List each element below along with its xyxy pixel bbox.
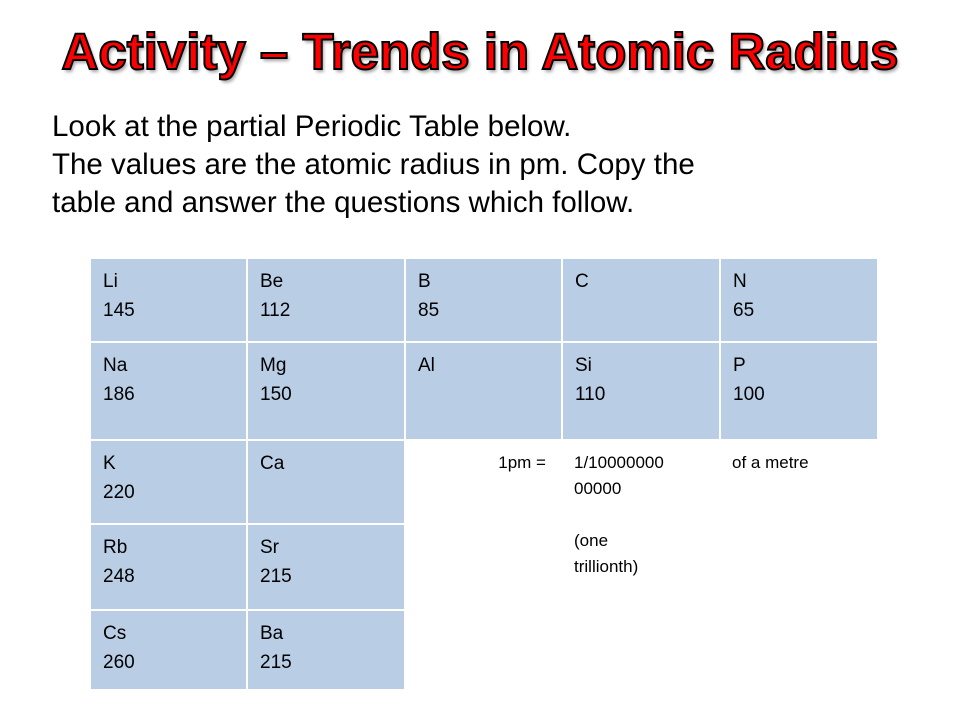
element-cell-ca	[247, 440, 405, 524]
element-cell-n	[720, 258, 878, 342]
element-radius: 248	[103, 566, 135, 587]
element-symbol: Cs	[103, 623, 127, 644]
intro-line-1: Look at the partial Periodic Table below.	[52, 110, 572, 143]
table-row	[90, 258, 878, 342]
unit-note-paren-line-2: trillionth)	[574, 557, 639, 576]
empty-cell	[720, 524, 878, 610]
unit-note-label-text: 1pm =	[498, 453, 546, 472]
table-row	[90, 440, 878, 524]
element-symbol: Li	[103, 271, 118, 292]
element-cell-c	[562, 258, 720, 342]
unit-note-fraction	[562, 440, 720, 610]
element-radius: 150	[260, 384, 292, 405]
intro-line-3: table and answer the questions which follow.	[52, 186, 635, 219]
element-symbol: K	[103, 453, 116, 474]
element-symbol: Na	[103, 355, 128, 376]
element-cell-na	[90, 342, 247, 440]
element-symbol: Rb	[103, 537, 128, 558]
element-radius: 110	[575, 384, 606, 405]
element-radius: 186	[103, 384, 135, 405]
empty-cell	[405, 610, 562, 690]
element-symbol: Si	[575, 355, 592, 376]
element-radius: 145	[103, 300, 135, 321]
element-radius: 215	[260, 566, 292, 587]
element-symbol: Ba	[260, 623, 284, 644]
table-row	[90, 342, 878, 440]
unit-note-label	[405, 440, 562, 524]
element-cell-p	[720, 342, 878, 440]
element-symbol: C	[575, 271, 589, 292]
empty-cell	[720, 610, 878, 690]
empty-cell	[562, 610, 720, 690]
element-symbol: N	[733, 271, 747, 292]
table-row	[90, 524, 878, 610]
element-radius: 220	[103, 482, 135, 503]
element-cell-cs	[90, 610, 247, 690]
element-cell-rb	[90, 524, 247, 610]
periodic-table	[89, 257, 879, 691]
unit-note-fraction-line-1: 1/10000000	[574, 453, 664, 472]
element-cell-si	[562, 342, 720, 440]
intro-line-2: The values are the atomic radius in pm. Copy the	[52, 148, 695, 181]
element-symbol: Be	[260, 271, 284, 292]
intro-text	[52, 108, 932, 222]
element-cell-li	[90, 258, 247, 342]
element-cell-be	[247, 258, 405, 342]
element-symbol: Ca	[260, 453, 285, 474]
element-cell-al	[405, 342, 562, 440]
element-symbol: Sr	[260, 537, 279, 558]
element-radius: 112	[260, 300, 291, 321]
element-radius: 65	[733, 300, 755, 321]
element-symbol: Mg	[260, 355, 287, 376]
element-radius: 85	[418, 300, 440, 321]
unit-note-fraction-line-2: 00000	[574, 479, 622, 498]
element-cell-b	[405, 258, 562, 342]
element-radius: 215	[260, 652, 292, 673]
element-cell-sr	[247, 524, 405, 610]
element-cell-k	[90, 440, 247, 524]
element-symbol: Al	[418, 355, 435, 376]
element-radius: 260	[103, 652, 135, 673]
element-cell-ba	[247, 610, 405, 690]
unit-note-unit	[720, 440, 878, 524]
element-symbol: B	[418, 271, 431, 292]
table-row	[90, 610, 878, 690]
element-symbol: P	[733, 355, 746, 376]
element-cell-mg	[247, 342, 405, 440]
unit-note-paren-line-1: (one	[574, 531, 609, 550]
element-radius: 100	[733, 384, 765, 405]
slide-title: Activity – Trends in Atomic Radius	[61, 23, 899, 80]
unit-note-unit-text: of a metre	[732, 453, 809, 472]
empty-cell	[405, 524, 562, 610]
